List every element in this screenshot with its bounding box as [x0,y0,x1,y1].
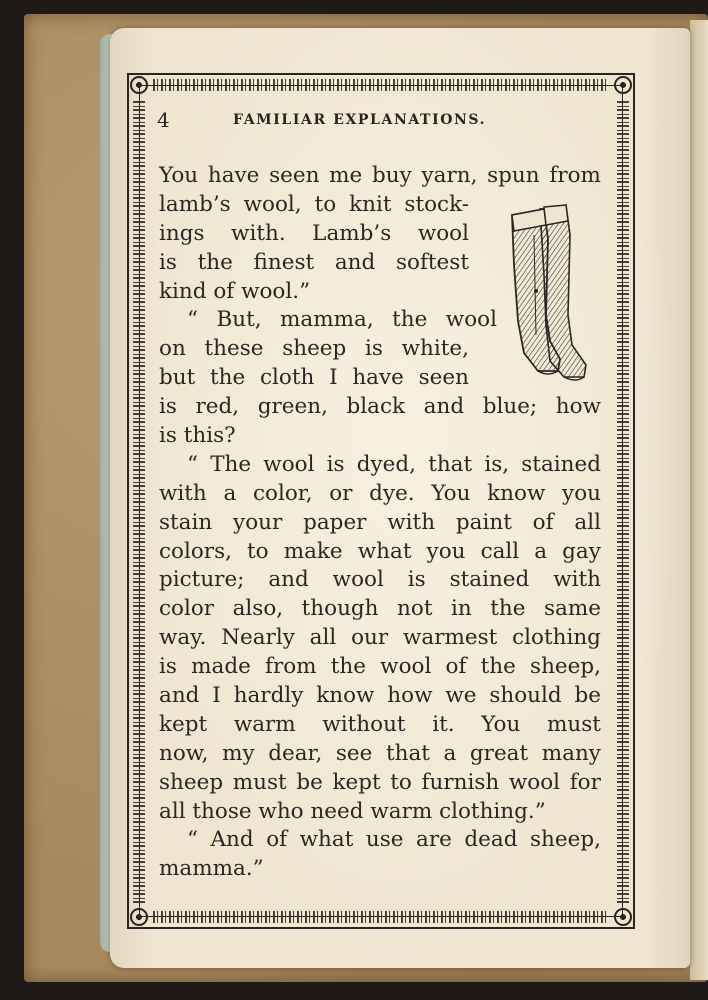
text-line: “ The wool is dyed, that is, stained [187,451,601,477]
corner-rosette-icon [130,76,148,94]
text-line: lamb’s wool, to knit stock- [159,191,469,217]
text-line: You have seen me buy yarn, spun from [159,163,601,188]
facing-page-edge [690,20,708,980]
text-line: is this? [159,423,236,449]
text-line: way. Nearly all our warmest clothing [159,625,601,651]
text-line: is made from the wool of the sheep, [159,654,601,680]
text-line: mamma.” [159,856,264,882]
page-number: 4 [157,108,170,132]
text-line: sheep must be kept to furnish wool for [159,769,601,795]
text-line: is red, green, black and blue; how [159,394,601,420]
text-line: now, my dear, see that a great many [159,740,601,766]
text-line: all those who need warm clothing.” [159,798,546,824]
text-line: “ But, mamma, the wool [187,307,497,333]
corner-rosette-icon [614,76,632,94]
text-line: is the finest and softest [159,249,469,275]
text-line: ings with. Lamb’s wool [159,220,469,246]
text-line: picture; and wool is stained with [159,567,601,593]
body-text [159,162,601,884]
running-head [157,108,603,134]
text-line: kept warm without it. You must [159,711,601,737]
text-line: but the cloth I have seen [159,365,469,391]
text-line: colors, to make what you call a gay [159,538,601,564]
text-line: “ And of what use are dead sheep, [187,827,601,853]
corner-rosette-icon [614,908,632,926]
text-line: color also, though not in the same [159,596,601,622]
text-line: stain your paper with paint of all [159,509,601,535]
running-head-title: FAMILIAR EXPLANATIONS. [233,112,487,128]
corner-rosette-icon [130,908,148,926]
text-line: on these sheep is white, [159,336,469,362]
text-line: with a color, or dye. You know you [159,480,601,506]
text-line: kind of wool.” [159,278,311,304]
text-line: and I hardly know how we should be [159,683,601,709]
